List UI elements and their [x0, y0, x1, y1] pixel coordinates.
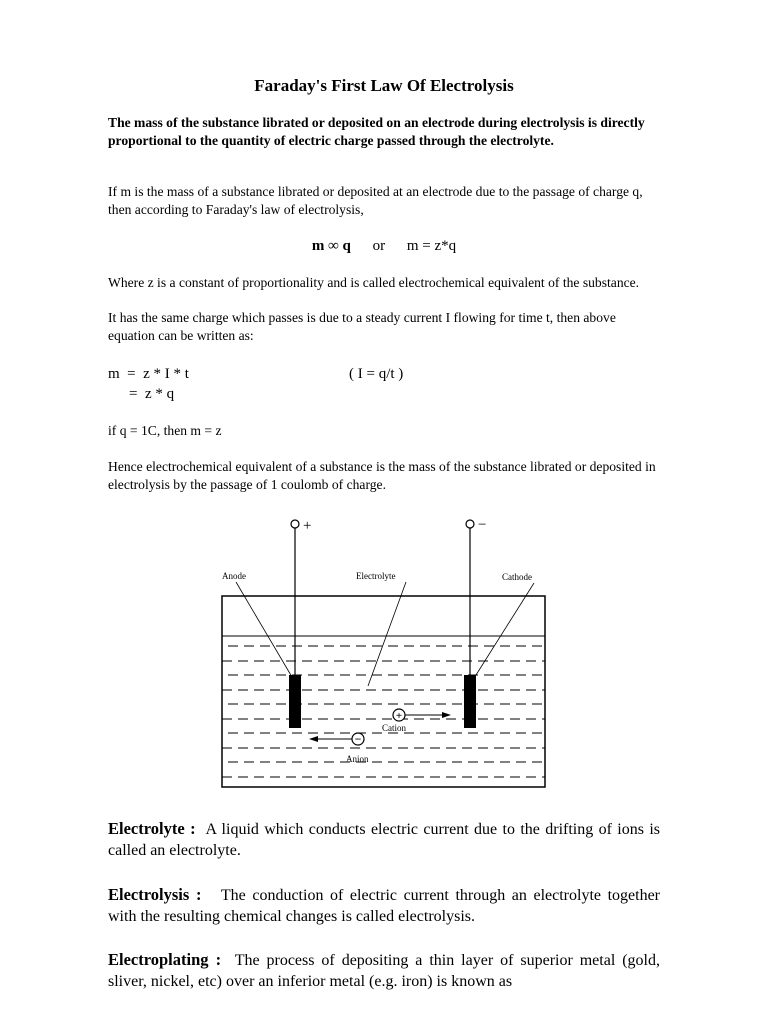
condition-line: if q = 1C, then m = z	[108, 423, 222, 438]
page-title: Faraday's First Law Of Electrolysis	[254, 76, 514, 95]
anion-sign: −	[354, 732, 362, 746]
equation-line-2: = z * q	[129, 386, 175, 402]
anode-label: Anode	[222, 571, 246, 581]
anion-label: Anion	[346, 754, 369, 764]
text-electroplating: The process of depositing a thin layer of superior metal (gold, sliver, nickel, etc) over an inferior metal (e.g. iron) is known as	[108, 952, 660, 990]
plus-sign: +	[303, 518, 312, 534]
text-electrolyte: A liquid which conducts electric current due to the drifting of ions is called an electrolyte.	[108, 821, 661, 859]
negative-terminal	[466, 520, 474, 528]
paragraph-steady-current: It has the same charge which passes is due to a steady current I flowing for time t, then above equation can be written as:	[108, 310, 616, 343]
definition-electrolysis	[108, 884, 660, 927]
equation-right: m = z*q	[406, 238, 457, 254]
paragraph-constant-z: Where z is a constant of proportionality and is called electrochemical equivalent of the substance.	[108, 275, 640, 290]
equation-left: m ∞ q	[311, 238, 351, 254]
cation-label: Cation	[382, 723, 406, 733]
term-electrolyte: Electrolyte :	[108, 819, 196, 838]
cation-arrow-head	[442, 712, 451, 718]
equation-note: ( I = q/t )	[349, 366, 404, 382]
anion-arrow-head	[309, 736, 318, 742]
cathode-leader	[476, 583, 534, 675]
electrolyte-label: Electrolyte	[356, 571, 396, 581]
cation-sign: +	[395, 710, 403, 722]
anode-electrode	[289, 675, 301, 728]
paragraph-ece-definition: Hence electrochemical equivalent of a substance is the mass of the substance librated or deposited in electrolysis by the passage of 1 coulomb of charge.	[108, 459, 656, 492]
equation-line-1: m = z * I * t	[108, 366, 189, 382]
law-statement: The mass of the substance librated or deposited on an electrode during electrolysis is directly proportional to the quantity of electric charge passed through the electrolyte.	[108, 115, 645, 148]
electrolyte-leader	[368, 582, 406, 686]
paragraph-definition-m: If m is the mass of a substance librated or deposited at an electrode due to the passage of charge q, then according to Faraday's law of electrolysis,	[108, 184, 643, 217]
definition-electrolyte	[108, 818, 660, 861]
cathode-electrode	[464, 675, 476, 728]
cathode-label: Cathode	[502, 572, 532, 582]
definition-electroplating	[108, 949, 660, 992]
electrolysis-tank	[222, 596, 545, 787]
term-electroplating: Electroplating :	[108, 950, 222, 969]
text-electrolysis: The conduction of electric current through an electrolyte together with the resulting chemical changes is called electrolysis.	[108, 887, 660, 925]
equation-or: or	[372, 238, 386, 254]
electrolyte-liquid	[222, 646, 545, 777]
minus-sign: −	[478, 517, 487, 533]
positive-terminal	[291, 520, 299, 528]
term-electrolysis: Electrolysis :	[108, 885, 202, 904]
